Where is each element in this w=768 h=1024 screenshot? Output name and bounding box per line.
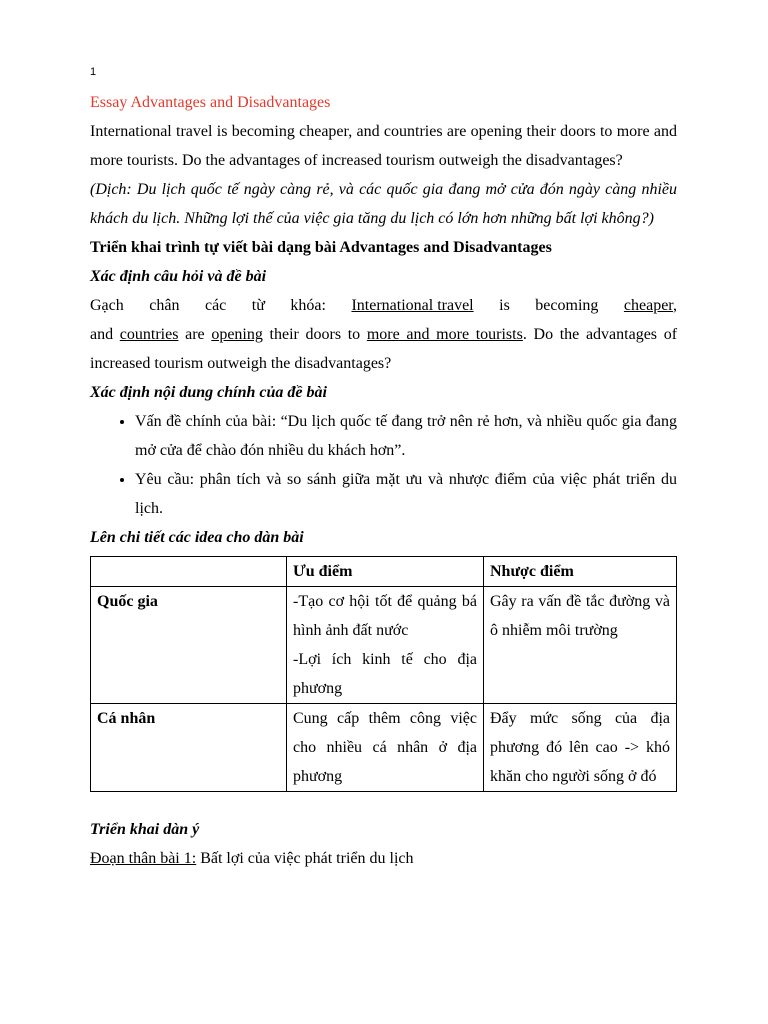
ideas-table — [90, 556, 677, 792]
body-paragraph-1-text: Bất lợi của việc phát triển du lịch — [200, 850, 414, 867]
content-bullet-list — [90, 407, 677, 523]
table-header-cons: Nhược điểm — [484, 557, 677, 587]
keyword-word: is — [499, 297, 510, 314]
keyword-countries: countries — [119, 326, 179, 343]
keyword-word: khóa: — [290, 297, 326, 314]
table-header-pros: Ưu điểm — [287, 557, 484, 587]
keyword-text: . Do the advantages of increased tourism outweigh the disadvantages? — [90, 326, 678, 372]
heading-ideas: Lên chi tiết các idea cho dàn bài — [90, 529, 304, 546]
pros-item: -Lợi ích kinh tế cho địa phương — [293, 651, 477, 697]
cons-cell: Đẩy mức sống của địa phương đó lên cao -> khó khăn cho người sống ở đó — [484, 704, 677, 792]
pros-cell — [287, 587, 484, 704]
bullet-item: • Vấn đề chính của bài: “Du lịch quốc tế đang trở nên rẻ hơn, và nhiều quốc gia đang mở cửa để chào đón nhiều du khách hơn”. — [135, 407, 677, 465]
keyword-word: becoming — [535, 297, 599, 314]
table-row — [91, 704, 677, 792]
keyword-cheaper: cheaper — [623, 297, 673, 314]
page-number: 1 — [90, 66, 97, 78]
keyword-more-tourists: more and more tourists — [366, 326, 523, 343]
heading-main-content: Xác định nội dung chính của đề bài — [90, 384, 327, 401]
heading-identify-question: Xác định câu hỏi và đề bài — [90, 268, 267, 285]
keyword-line-1 — [90, 291, 677, 320]
prompt-translation: (Dịch: Du lịch quốc tế ngày càng rẻ, và các quốc gia đang mở cửa đón ngày càng nhiều khách du lịch. Những lợi thế của việc gia tăng du lịch có lớn hơn những bất lợi không?) — [90, 181, 677, 227]
table-header-empty — [91, 557, 287, 587]
row-label: Quốc gia — [91, 587, 287, 704]
keyword-group — [624, 291, 677, 320]
keyword-international-travel: International travel — [351, 297, 474, 314]
table-header-row — [91, 557, 677, 587]
spacer — [90, 792, 677, 815]
keyword-word: các — [204, 297, 227, 314]
keyword-text: and — [90, 326, 114, 343]
keyword-paragraph — [90, 291, 677, 378]
essay-title: Essay Advantages and Disadvantages — [90, 94, 331, 111]
body-paragraph-1 — [90, 844, 677, 873]
pros-cell — [287, 704, 484, 792]
keyword-comma: , — [672, 297, 677, 314]
keyword-word: Gạch — [90, 297, 124, 314]
row-label: Cá nhân — [91, 704, 287, 792]
essay-prompt: International travel is becoming cheaper, and countries are opening their doors to more and more tourists. Do the advantages of increased tourism outweigh the disadvantages? — [90, 123, 677, 169]
page-content — [90, 60, 677, 873]
heading-outline: Triển khai dàn ý — [90, 821, 200, 838]
keyword-word: chân — [149, 297, 180, 314]
pros-item: Cung cấp thêm công việc cho nhiều cá nhân ở địa phương — [293, 710, 477, 785]
table-row — [91, 587, 677, 704]
body-paragraph-1-label: Đoạn thân bài 1: — [90, 850, 197, 867]
keyword-opening: opening — [211, 326, 263, 343]
heading-main: Triển khai trình tự viết bài dạng bài Advantages and Disadvantages — [90, 239, 552, 256]
keyword-line-rest — [90, 320, 677, 378]
keyword-text: their doors to — [269, 326, 361, 343]
pros-item: -Tạo cơ hội tốt để quảng bá hình ảnh đất nước — [293, 593, 477, 639]
keyword-word: từ — [251, 297, 265, 314]
keyword-text: are — [185, 326, 205, 343]
cons-cell: Gây ra vấn đề tắc đường và ô nhiễm môi trường — [484, 587, 677, 704]
bullet-item: • Yêu cầu: phân tích và so sánh giữa mặt ưu và nhược điểm của việc phát triển du lịch. — [135, 465, 677, 523]
